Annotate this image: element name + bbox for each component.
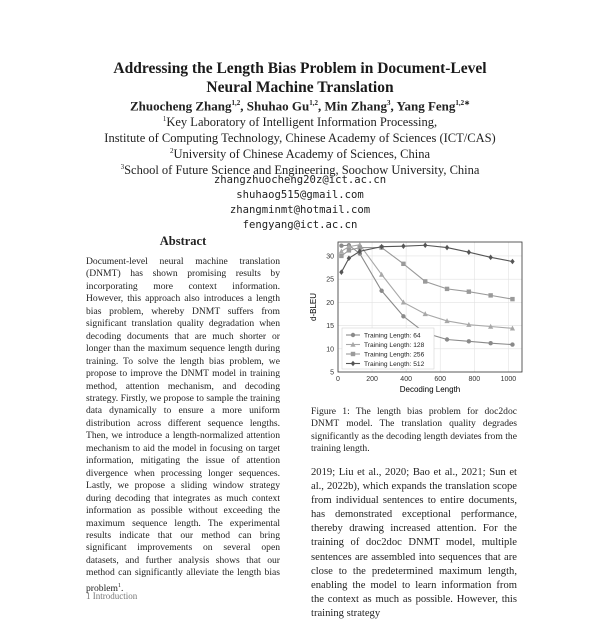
data-point xyxy=(379,289,383,293)
y-axis-label: d-BLEU xyxy=(309,292,318,322)
author-name: Shuhao Gu xyxy=(246,98,310,114)
abstract-body: Document-level neural machine translation (DNMT) has shown promising results by incorporating more context information. However, this approach also introduces a length bias problem, whereby DNMT suffers from significant translation quality degradation when decoding documents that are much shorter or longer than the maximum sequence length during training. To solve the length bias problem, we propose to improve the DNMT model in training method, attention mechanism, and decoding strategy. Firstly, we propose to sample the training data dynamically to ensure a more uniform distribution across different sequence lengths. Then, we introduce a length-normalized attention mechanism to aid the model in focusing on target information, mitigating the issue of attention divergence when processing longer sequences. Lastly, we propose a sliding window strategy during decoding that integrates as much context information as possible without exceeding the maximum sequence length. The experimental results indicate that our method can bring significant improvements on several open datasets, and further analysis shows that our method can significantly alleviate the length bias problem$^1$. xyxy=(86,256,280,594)
data-point xyxy=(351,352,355,356)
x-tick-label: 600 xyxy=(434,376,447,383)
figure-caption: Figure 1: The length bias problem for doc2doc DNMT model. The translation quality degrades significantly as the decoding length deviates from the training length. xyxy=(311,406,517,455)
data-point xyxy=(510,297,514,301)
data-point xyxy=(467,249,471,255)
footnote-mark: 1 xyxy=(117,582,121,589)
series-2 xyxy=(339,245,514,301)
data-point xyxy=(467,289,471,293)
y-tick-label: 20 xyxy=(326,299,334,307)
affiliation-3: $^3$School of Future Science and Engineering, Soochow University, China xyxy=(120,163,480,178)
author-sup: 1,2∗ xyxy=(455,99,471,107)
y-tick-label: 30 xyxy=(326,253,334,261)
data-point xyxy=(339,248,344,253)
data-point xyxy=(423,311,428,316)
y-tick-label: 15 xyxy=(326,323,334,331)
x-tick-label: 200 xyxy=(366,376,378,383)
x-tick-label: 0 xyxy=(336,376,340,383)
email-2: shuhaog515@gmail.com xyxy=(236,189,364,201)
affiliation-2: $^2$University of Chinese Academy of Sciences, China xyxy=(169,147,431,162)
data-point xyxy=(488,341,492,345)
data-point xyxy=(488,255,492,261)
length-bias-chart xyxy=(300,236,530,400)
data-point xyxy=(339,244,343,248)
abstract-text: Document-level neural machine translation (DNMT) has shown promising results by incorporating more context information. However, this approach also introduces a length bias problem, whereby DNMT suffers from significant translation quality degradation when decoding documents that are much shorter or longer than the maximum sequence length during training. To solve the length bias problem, we propose to improve the DNMT model in training method, attention mechanism, and decoding strategy. Firstly, we propose to sample the training data dynamically to ensure a more uniform distribution across different sequence lengths. Then, we introduce a length-normalized attention mechanism to aid the model in focusing on target information, mitigating the issue of attention divergence when processing longer sequences. Lastly, we propose a sliding window strategy during decoding that integrates as much context information as possible without exceeding the maximum sequence length. The experimental results indicate that our method can bring significant improvements on several open datasets, and further analysis shows that our method can significantly alleviate the length bias problem xyxy=(86,256,280,594)
series-1 xyxy=(339,242,515,331)
affiliation-1b: Institute of Computing Technology, Chinese Academy of Sciences (ICT/CAS) xyxy=(104,131,496,146)
x-tick-label: 800 xyxy=(468,376,481,383)
data-point xyxy=(401,314,405,318)
data-point xyxy=(423,279,427,283)
x-tick-label: 1000 xyxy=(500,376,517,383)
data-point xyxy=(445,245,449,251)
y-tick-label: 5 xyxy=(330,369,334,377)
data-point xyxy=(488,293,492,297)
email-1: zhangzhuocheng20z@ict.ac.cn xyxy=(213,174,387,186)
paper-title xyxy=(0,59,600,97)
title-line-2: Neural Machine Translation xyxy=(206,79,394,96)
y-tick-label: 10 xyxy=(326,346,334,354)
data-point xyxy=(467,339,471,343)
intro-body-text: 2019; Liu et al., 2020; Bao et al., 2021; Sun et al., 2022b), which expands the translation scope from individual sentences to entire documents, has demonstrated exceptional performance, thereby drawing increased attention. For the training of doc2doc DNMT model, multiple sentences are assembled into sequences that are close to the predetermined maximum length, enabling the model to learn information from the context as much as possible. However, this training strategy xyxy=(311,467,517,619)
email-4: fengyang@ict.ac.cn xyxy=(242,219,358,231)
x-tick-label: 400 xyxy=(400,376,412,383)
data-point xyxy=(347,248,351,252)
data-point xyxy=(401,262,405,266)
abstract-heading: Abstract xyxy=(159,234,207,248)
y-tick-label: 25 xyxy=(326,276,334,284)
section-heading-fragment: 1 Introduction xyxy=(86,591,138,601)
author-name: Yang Feng xyxy=(396,98,456,114)
legend-label: Training Length: 512 xyxy=(364,360,425,368)
data-point xyxy=(510,342,514,346)
chart-legend xyxy=(342,328,434,369)
author-list: Zhuocheng Zhang$^{1,2}$, Shuhao Gu$^{1,2}$, Min Zhang$^3$, Yang Feng$^{1,2∗}$ xyxy=(129,98,471,114)
legend-label: Training Length: 128 xyxy=(364,341,425,349)
data-point xyxy=(351,333,355,337)
email-3: zhangminmt@hotmail.com xyxy=(229,204,371,216)
title-line-1: Addressing the Length Bias Problem in Document-Level xyxy=(113,60,487,77)
data-point xyxy=(510,259,514,265)
author-sup: 1,2 xyxy=(231,99,241,107)
author-sup: 3 xyxy=(387,99,391,107)
author-name: Min Zhang xyxy=(324,98,387,114)
data-point xyxy=(339,254,343,258)
author-sup: 1,2 xyxy=(309,99,318,107)
data-point xyxy=(445,337,449,341)
affiliation-1: $^1$Key Laboratory of Intelligent Information Processing, xyxy=(162,115,438,130)
series-line xyxy=(341,245,512,272)
author-name: Zhuocheng Zhang xyxy=(129,98,232,114)
data-point xyxy=(445,287,449,291)
legend-label: Training Length: 64 xyxy=(364,332,421,340)
data-point xyxy=(423,242,427,248)
x-axis-label: Decoding Length xyxy=(399,385,461,394)
legend-label: Training Length: 256 xyxy=(364,351,425,359)
data-point xyxy=(401,243,405,249)
